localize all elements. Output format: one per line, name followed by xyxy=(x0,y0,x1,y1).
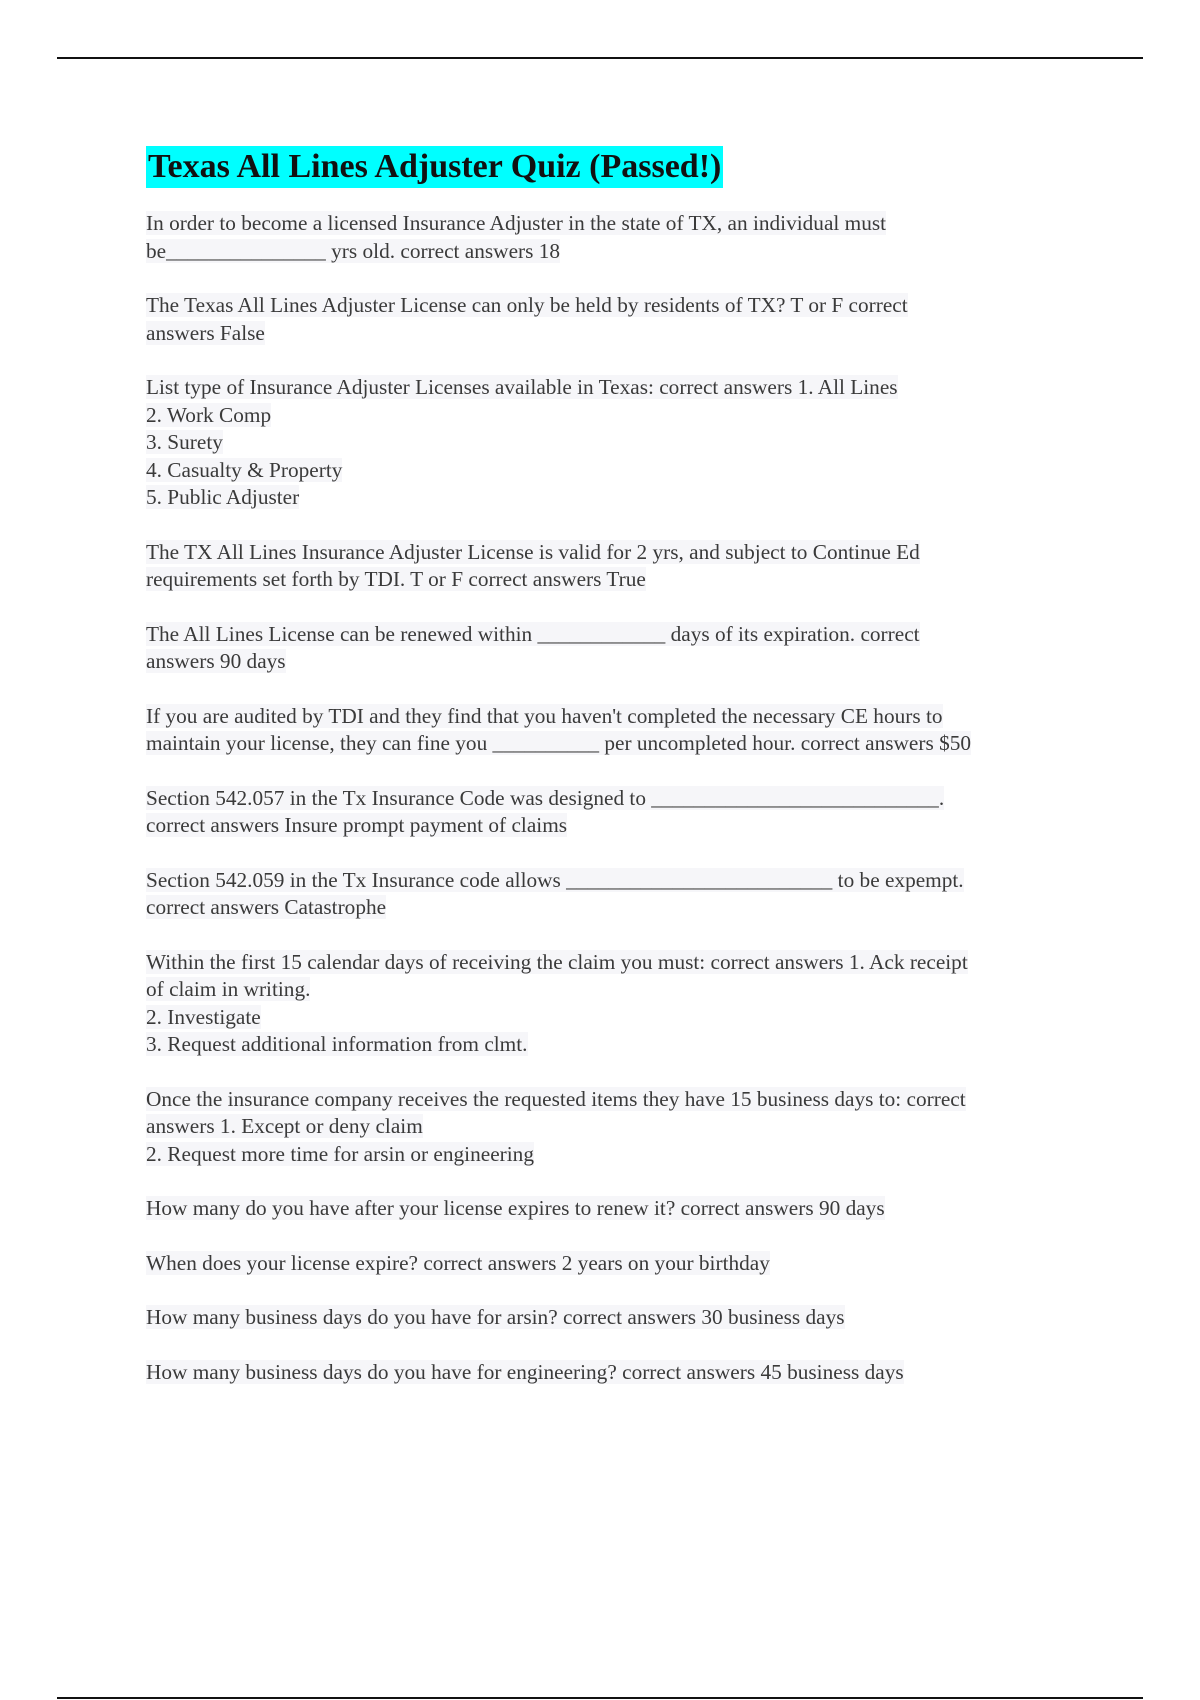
document-body xyxy=(146,146,1106,1413)
qa-item xyxy=(146,1359,1106,1387)
qa-line-text: 2. Request more time for arsin or engineering xyxy=(146,1141,534,1166)
qa-line xyxy=(146,402,1106,430)
qa-line xyxy=(146,621,1106,649)
qa-line-text: be_______________ yrs old. correct answers 18 xyxy=(146,238,561,263)
qa-line-text: 5. Public Adjuster xyxy=(146,485,300,509)
top-rule xyxy=(57,57,1143,59)
qa-line-text: maintain your license, they can fine you __________ per uncompleted hour. correct answers $50 xyxy=(146,731,972,755)
qa-line xyxy=(146,1004,1106,1032)
qa-line-text: answers False xyxy=(146,320,265,345)
qa-line xyxy=(146,1141,1106,1169)
qa-line-text: How many business days do you have for arsin? correct answers 30 business days xyxy=(146,1305,845,1329)
qa-line-text: correct answers Catastrophe xyxy=(146,895,387,919)
qa-line xyxy=(146,730,1106,758)
qa-line xyxy=(146,457,1106,485)
qa-line-text: List type of Insurance Adjuster Licenses available in Texas: correct answers 1. All Lines xyxy=(146,375,898,399)
qa-line-text: The TX All Lines Insurance Adjuster License is valid for 2 yrs, and subject to Continue Ed xyxy=(146,539,920,564)
qa-line xyxy=(146,976,1106,1004)
qa-item xyxy=(146,1195,1106,1223)
qa-item xyxy=(146,703,1106,758)
qa-line-text: answers 1. Except or deny claim xyxy=(146,1114,423,1138)
qa-list xyxy=(146,210,1106,1386)
qa-line xyxy=(146,292,1106,320)
qa-line xyxy=(146,210,1106,238)
qa-line xyxy=(146,320,1106,348)
qa-line-text: 3. Request additional information from clmt. xyxy=(146,1032,528,1056)
qa-line xyxy=(146,949,1106,977)
qa-line xyxy=(146,703,1106,731)
qa-line-text: answers 90 days xyxy=(146,649,286,673)
qa-item xyxy=(146,292,1106,347)
qa-line-text: How many business days do you have for engineering? correct answers 45 business days xyxy=(146,1359,904,1384)
qa-line-text: Section 542.057 in the Tx Insurance Code was designed to ___________________________. xyxy=(146,785,945,810)
bottom-rule xyxy=(57,1697,1143,1699)
qa-item xyxy=(146,1086,1106,1169)
qa-line-text: How many do you have after your license expires to renew it? correct answers 90 days xyxy=(146,1196,885,1220)
qa-line-text: 2. Investigate xyxy=(146,1004,261,1029)
qa-line-text: 2. Work Comp xyxy=(146,402,272,427)
qa-item xyxy=(146,867,1106,922)
qa-line xyxy=(146,429,1106,457)
qa-line-text: Once the insurance company receives the requested items they have 15 business days to: correct xyxy=(146,1086,966,1111)
qa-item xyxy=(146,785,1106,840)
qa-line-text: When does your license expire? correct answers 2 years on your birthday xyxy=(146,1250,770,1275)
qa-line xyxy=(146,484,1106,512)
qa-line xyxy=(146,238,1106,266)
qa-line xyxy=(146,1113,1106,1141)
qa-line xyxy=(146,867,1106,895)
qa-line-text: requirements set forth by TDI. T or F correct answers True xyxy=(146,567,646,591)
qa-item xyxy=(146,539,1106,594)
qa-line-text: correct answers Insure prompt payment of claims xyxy=(146,813,568,837)
qa-line xyxy=(146,566,1106,594)
qa-item xyxy=(146,1304,1106,1332)
qa-line xyxy=(146,1304,1106,1332)
qa-item xyxy=(146,621,1106,676)
qa-line xyxy=(146,539,1106,567)
qa-line-text: Section 542.059 in the Tx Insurance code allows _________________________ to be expempt. xyxy=(146,867,964,892)
qa-line xyxy=(146,1086,1106,1114)
qa-item xyxy=(146,210,1106,265)
qa-line-text: The All Lines License can be renewed within ____________ days of its expiration. correct xyxy=(146,621,920,646)
qa-line xyxy=(146,1031,1106,1059)
qa-line xyxy=(146,1195,1106,1223)
qa-line xyxy=(146,894,1106,922)
qa-line-text: In order to become a licensed Insurance Adjuster in the state of TX, an individual must xyxy=(146,211,887,235)
qa-line-text: 4. Casualty & Property xyxy=(146,457,343,482)
qa-line-text: 3. Surety xyxy=(146,430,223,454)
qa-line xyxy=(146,648,1106,676)
qa-line-text: If you are audited by TDI and they find that you haven't completed the necessary CE hours to xyxy=(146,703,943,728)
qa-line xyxy=(146,785,1106,813)
qa-line-text: of claim in writing. xyxy=(146,977,311,1001)
qa-item xyxy=(146,1250,1106,1278)
qa-line-text: The Texas All Lines Adjuster License can only be held by residents of TX? T or F correct xyxy=(146,293,908,317)
qa-item xyxy=(146,949,1106,1059)
qa-line xyxy=(146,1250,1106,1278)
qa-line xyxy=(146,812,1106,840)
document-title: Texas All Lines Adjuster Quiz (Passed!) xyxy=(146,146,723,188)
qa-line-text: Within the first 15 calendar days of receiving the claim you must: correct answers 1. Ack receipt xyxy=(146,949,968,974)
qa-line xyxy=(146,374,1106,402)
qa-item xyxy=(146,374,1106,512)
qa-line xyxy=(146,1359,1106,1387)
